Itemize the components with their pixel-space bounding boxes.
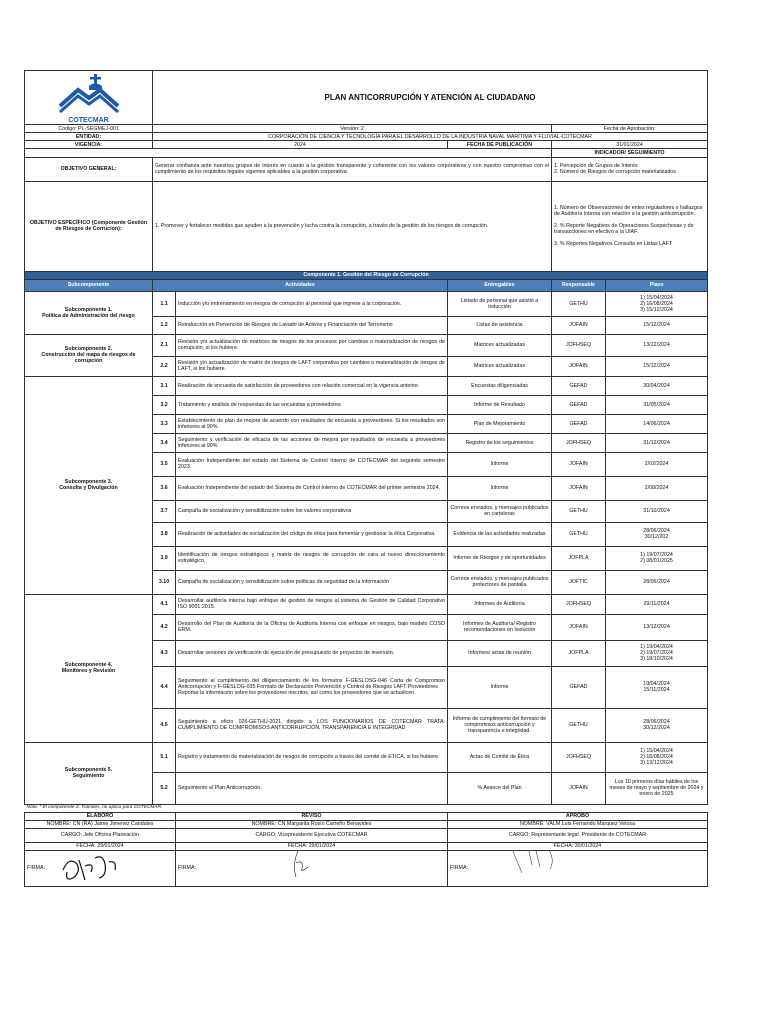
- row-number: 5.2: [153, 772, 176, 804]
- row-activity: Establecimiento de plan de mejora de acuerdo con resultados de encuesta a proveedores. Si los resultados son inferiores al 90%: [176, 414, 448, 433]
- document-sheet: [24, 70, 707, 887]
- row-deadline: 2/02/2024: [606, 452, 708, 476]
- codigo: Código: PL-SEGMEJ-001: [25, 125, 153, 133]
- row-number: 3.1: [153, 376, 176, 395]
- row-deadline: 15/12/2024: [606, 316, 708, 334]
- cotecmar-logo-icon: [54, 72, 124, 122]
- vigencia-label: VIGENCIA:: [25, 141, 153, 149]
- row-responsible: JOFAIN: [552, 356, 606, 376]
- row-responsible: GEFAD: [552, 376, 606, 395]
- row-deliverable: Plan de Mejoramiento: [448, 414, 552, 433]
- col-responsable: Responsable: [552, 279, 606, 291]
- row-deadline: 1) 15/04/2024 2) 16/08/2024 3) 13/12/2024: [606, 742, 708, 772]
- elaboro-label: ELABORÓ: [25, 812, 176, 820]
- row-deadline: 13/12/2024: [606, 334, 708, 356]
- row-responsible: GETHU: [552, 522, 606, 546]
- row-activity: Identificación de riesgos estratégicos y matriz de riesgos de corrupción de cara al nuevo direccionamiento estratégico.: [176, 546, 448, 570]
- signature-icon: [506, 851, 566, 878]
- row-number: 4.5: [153, 708, 176, 742]
- indicador-label: INDICADOR/ SEGUIMIENTO: [552, 149, 708, 157]
- aprobo-firma: [448, 851, 708, 887]
- row-activity: Inducción y/o entrenamiento en riesgos de corrupción al personal que ingrese a la corporación.: [176, 291, 448, 316]
- row-responsible: JOFAIN: [552, 476, 606, 500]
- row-deliverable: Encuestas diligenciadas: [448, 376, 552, 395]
- row-activity: Seguimiento al Plan Anticorrupción.: [176, 772, 448, 804]
- row-deliverable: Informe de Riesgos y de oportunidades: [448, 546, 552, 570]
- row-responsible: GETHU: [552, 708, 606, 742]
- row-number: 3.3: [153, 414, 176, 433]
- row-responsible: JOFHSEQ: [552, 742, 606, 772]
- elaboro-cargo: CARGO: Jefe Oficina Planeación: [25, 828, 176, 842]
- row-deadline: 15/12/2024: [606, 356, 708, 376]
- entidad-value: CORPORACIÓN DE CIENCIA Y TECNOLOGÍA PARA EL DESARROLLO DE LA INDUSTRIA NAVAL MARÍTIMA Y FLUVIAL-COTECMAR: [153, 133, 708, 141]
- row-number: 3.10: [153, 570, 176, 594]
- row-activity: Reinducción en Prevención de Riesgos de Lavado de Activos y Financiación del Terrorismo: [176, 316, 448, 334]
- row-deadline: 1) 19/04/2024 2) 19/07/2024 3) 18/10/2024: [606, 640, 708, 666]
- row-deadline: 19/04/2024 15/11/2024: [606, 666, 708, 708]
- aprobo-fecha: FECHA: 30/01/2024: [448, 842, 708, 850]
- row-number: 2.2: [153, 356, 176, 376]
- col-subcomponente: Subcomponente: [25, 279, 153, 291]
- row-activity: Desarrollar sesiones de verificación de ejecución de presupuesto de proyectos de inversión.: [176, 640, 448, 666]
- objetivo-general-text: Generar confianza ante nuestros grupos de interés en cuanto a la gestión transparente y coherente con los valores corporativos y con nuestro compromiso con el cumplimiento de los requisitos legales vigentes aplicables a la gestión corporativa.: [153, 157, 552, 181]
- fecha-publicacion-value: 31/01/2024: [552, 141, 708, 149]
- row-responsible: GEFAD: [552, 395, 606, 414]
- fecha-publicacion-label: FECHA DE PUBLICACIÓN: [448, 141, 552, 149]
- reviso-cargo: CARGO: Vicepresidente Ejecutiva COTECMAR: [176, 828, 448, 842]
- col-entregables: Entregables: [448, 279, 552, 291]
- row-number: 3.7: [153, 500, 176, 522]
- row-number: 2.1: [153, 334, 176, 356]
- subcomponente-3: Subcomponente 3. Consulta y Divulgación: [25, 376, 153, 594]
- vigencia-value: 2024: [153, 141, 448, 149]
- row-number: 5.1: [153, 742, 176, 772]
- row-responsible: JOFHSEQ: [552, 334, 606, 356]
- objetivo-general-label: OBJETIVO GENERAL:: [25, 157, 153, 181]
- entidad-label: ENTIDAD:: [25, 133, 153, 141]
- row-responsible: GEFAD: [552, 414, 606, 433]
- elaboro-firma: [25, 851, 176, 887]
- row-deadline: 1) 19/07/2024 2) 08/01/2025: [606, 546, 708, 570]
- objetivo-especifico-label: OBJETIVO ESPECÍFICO (Componente Gestión de Riesgos de Corrución):: [25, 181, 153, 271]
- row-activity: Revisión y/o actualización de matriz de riesgos de LAFT corporativa por cambios o materialización de riesgos de LAFT, si los hubiere.: [176, 356, 448, 376]
- row-responsible: JOFAIN: [552, 614, 606, 640]
- row-deliverable: Registro de los seguimientos: [448, 433, 552, 452]
- row-responsible: GEFAD: [552, 666, 606, 708]
- row-deadline: 31/10/2024: [606, 500, 708, 522]
- row-deadline: 28/06/2024: [606, 570, 708, 594]
- row-deadline: 31/12/2024: [606, 433, 708, 452]
- row-activity: Campaña de socialización y sensibilización sobre políticas de seguridad de la información: [176, 570, 448, 594]
- row-responsible: JOFHSEQ: [552, 433, 606, 452]
- row-deliverable: Informes de Auditoría: [448, 594, 552, 614]
- row-deliverable: Actas de Comité de Ética: [448, 742, 552, 772]
- row-deliverable: Correos enviados, y mensajes publicados protectores de pantalla: [448, 570, 552, 594]
- row-responsible: JOFAIN: [552, 316, 606, 334]
- row-deadline: 14/06/2024: [606, 414, 708, 433]
- row-deliverable: Informe de cumplimiento del formato de compromisos anticorrupción y transparencia e integridad.: [448, 708, 552, 742]
- objetivo-general-indicadores: 1. Percepción de Grupos de Interés 2. Número de Riesgos de corrupción materializados: [552, 157, 708, 181]
- row-activity: Revisión y/o actualización de matrices de riesgos de los procesos por cambios o materialización de riesgos de corrupción, si los hubiere.: [176, 334, 448, 356]
- reviso-firma: [176, 851, 448, 887]
- reviso-label: REVISÓ: [176, 812, 448, 820]
- aprobo-nombre: NOMBRE: VALM Luis Fernando Márquez Velosa: [448, 820, 708, 828]
- row-deadline: 2/08/2024: [606, 476, 708, 500]
- subcomponente-4: Subcomponente 4. Monitoreo y Revisión: [25, 594, 153, 742]
- row-number: 3.6: [153, 476, 176, 500]
- row-responsible: JOFTIC: [552, 570, 606, 594]
- row-responsible: JOFHSEQ: [552, 594, 606, 614]
- row-activity: Tratamiento y análisis de respuestas de las encuestas a proveedores: [176, 395, 448, 414]
- row-activity: Realización de actividades de socialización del código de ética para fomentar y gestionar la ética Corporativa.: [176, 522, 448, 546]
- row-responsible: JOFAIN: [552, 772, 606, 804]
- row-responsible: JOFAIN: [552, 452, 606, 476]
- row-deadline: Los 10 primeros días hábiles de los meses de mayo y septiembre de 2024 y enero de 2025: [606, 772, 708, 804]
- row-deadline: 31/05/2024: [606, 395, 708, 414]
- row-deliverable: Evidencia de las actividades realizadas: [448, 522, 552, 546]
- subcomponente-2: Subcomponente 2. Construcción del mapa de riesgos de corrupción: [25, 334, 153, 376]
- plan-table: [24, 70, 708, 812]
- row-deliverable: Informes/ actas de reunión: [448, 640, 552, 666]
- row-deliverable: Listado de personal que asistió a inducción: [448, 291, 552, 316]
- row-activity: Seguimiento al cumplimiento del diligenciamiento de los formatos F-GESLOSG-046 Carta de Compromiso Anticorrupción y F-GESLOG-035 Formato de Declaración Prevención y Control de Riesgos LAFT Proveedores Reportar la información sobre los proveedores inscritos, así como los proveedores que se actualicen.: [176, 666, 448, 708]
- row-activity: Registro y tratamiento de materialización de riesgos de corrupción a través del comité de ETICA, si los hubiere.: [176, 742, 448, 772]
- row-number: 3.4: [153, 433, 176, 452]
- row-number: 1.2: [153, 316, 176, 334]
- row-number: 3.9: [153, 546, 176, 570]
- row-deliverable: Informes de Auditoría/ Registro recomendaciones en Isolución: [448, 614, 552, 640]
- objetivo-especifico-text: 1. Promover y fortalecer medidas que ayuden a la prevención y lucha contra la corrupción, a través de la gestión de los riesgos de corrupción.: [153, 181, 552, 271]
- signature-icon: [55, 852, 145, 884]
- signature-icon: [284, 851, 324, 880]
- row-activity: Evaluación Independiente del estado del Sistema de Control Interno de COTECMAR del primer semestre 2024.: [176, 476, 448, 500]
- row-activity: Realización de encuesta de satisfacción de proveedores con relación comercial en la vigencia anterior.: [176, 376, 448, 395]
- reviso-fecha: FECHA: 29/01/2024: [176, 842, 448, 850]
- row-number: 4.4: [153, 666, 176, 708]
- row-responsible: JOFPLA: [552, 546, 606, 570]
- row-deliverable: Informe: [448, 666, 552, 708]
- objetivo-especifico-indicadores: 1. Número de Observaciones de entes reguladores o hallazgos de Auditoría Interna con relación a la gestión anticorrupción. 2. % Reporte Negativos de Operaciones Sospechosas y de transacciones en efectivo a la UIAF. 3. % Reportes Negativos Consulta en Listas LAFT: [552, 181, 708, 271]
- elaboro-nombre: NOMBRE: CN (RA) Jaime Jimenez Candales: [25, 820, 176, 828]
- row-deliverable: Informe: [448, 476, 552, 500]
- row-number: 3.8: [153, 522, 176, 546]
- row-number: 3.5: [153, 452, 176, 476]
- row-activity: Campaña de socialización y sensibilización sobre los valores corporativos: [176, 500, 448, 522]
- row-number: 4.2: [153, 614, 176, 640]
- row-deliverable: Correos enviados, y mensajes publicados en carteleras: [448, 500, 552, 522]
- row-number: 1.1: [153, 291, 176, 316]
- logo-cell: [25, 71, 153, 125]
- row-deadline: 13/12/2024: [606, 614, 708, 640]
- row-deliverable: % Avance del Plan: [448, 772, 552, 804]
- row-number: 4.3: [153, 640, 176, 666]
- logo-text: COTECMAR: [68, 116, 109, 124]
- row-deliverable: Informe: [448, 452, 552, 476]
- firma-label: FIRMA:: [178, 865, 196, 872]
- row-activity: Desarrollo del Plan de Auditoría de la Oficina de Auditoría Interna con enfoque en riesgos, bajo modelo COSO ERM.: [176, 614, 448, 640]
- row-activity: Evaluación Independiente del estado del Sistema de Control Interno de COTECMAR del segundo semestre 2023.: [176, 452, 448, 476]
- reviso-nombre: NOMBRE: CN Margarita Rosío Carreño Benavides: [176, 820, 448, 828]
- component-title: Componente 1. Gestión del Riesgo de Corrupción: [25, 271, 708, 279]
- row-activity: Desarrollar auditoría interna bajo enfoque de gestión de riesgos al sistema de Gestión de Calidad Corporativo ISO 9001:2015.: [176, 594, 448, 614]
- version: Versión: 2: [153, 125, 552, 133]
- subcomponente-5: Subcomponente 5. Seguimiento: [25, 742, 153, 804]
- signatures-table: [24, 812, 708, 887]
- aprobo-label: APROBÓ: [448, 812, 708, 820]
- row-deadline: 29/11/2024: [606, 594, 708, 614]
- row-activity: Seguimiento a oficio 026-GETHU-2021 dirigido a LOS FUNCIONARIOS DE COTECMAR TRATA: CUMPLIMIENTO DE COMPROMISOS ANTICORRUPCIÓN, TRANSPARENCIA E INTEGRIDAD: [176, 708, 448, 742]
- subcomponente-1: Subcomponente 1. Política de Administración del riesgo: [25, 291, 153, 334]
- row-deadline: 28/06/2024 30/12/2024: [606, 708, 708, 742]
- row-deadline: 1) 15/04/2024 2) 16/08/2024 3) 15/12/2024: [606, 291, 708, 316]
- row-deadline: 28/06/2024 30/12/202: [606, 522, 708, 546]
- row-deliverable: Matrices actualizadas: [448, 334, 552, 356]
- firma-label: FIRMA:: [27, 865, 45, 872]
- row-responsible: GETHU: [552, 500, 606, 522]
- row-number: 4.1: [153, 594, 176, 614]
- document-title: PLAN ANTICORRUPCIÓN Y ATENCIÓN AL CIUDADANO: [153, 71, 708, 125]
- row-deliverable: Matrices actualizadas: [448, 356, 552, 376]
- firma-label: FIRMA:: [450, 865, 468, 872]
- row-responsible: JOFPLA: [552, 640, 606, 666]
- row-number: 3.2: [153, 395, 176, 414]
- spacer: [25, 149, 552, 157]
- fecha-aprobacion: Fecha de Aprobación:: [552, 125, 708, 133]
- col-plazo: Plazo: [606, 279, 708, 291]
- row-deliverable: Listas de asistencia: [448, 316, 552, 334]
- row-responsible: GETHU: [552, 291, 606, 316]
- col-actividades: Actividades: [153, 279, 448, 291]
- row-deadline: 30/04/2024: [606, 376, 708, 395]
- elaboro-fecha: FECHA: 29/01/2024: [25, 842, 176, 850]
- note: Nota: * El componente 2. Trámites, no aplica para COTECMAR.: [26, 805, 163, 811]
- aprobo-cargo: CARGO: Representante legal. Presidente de COTECMAR: [448, 828, 708, 842]
- row-activity: Seguimiento y verificación de eficacia de las acciones de mejora por resultados de encuesta a proveedores inferiores al 90%: [176, 433, 448, 452]
- row-deliverable: Informe de Resultado: [448, 395, 552, 414]
